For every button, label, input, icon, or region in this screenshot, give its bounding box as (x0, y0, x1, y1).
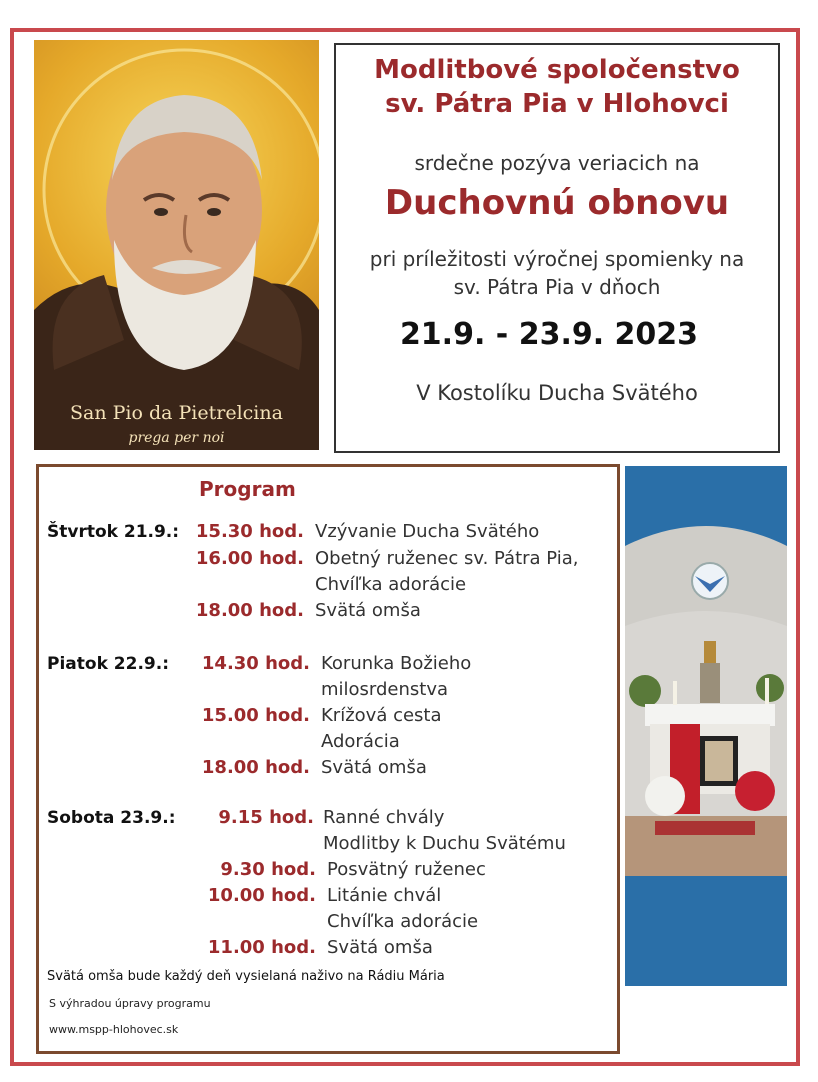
portrait-caption-name: San Pio da Pietrelcina (70, 402, 283, 424)
occasion-line1: pri príležitosti výročnej spomienky na (369, 247, 745, 271)
time: 14.30 hod. (201, 653, 310, 674)
organization-name-line1: Modlitbové spoločenstvo (374, 55, 740, 85)
time: 11.00 hod. (207, 937, 316, 958)
disclaimer: S výhradou úpravy programu (49, 997, 211, 1010)
activity: Vzývanie Ducha Svätého (315, 521, 540, 542)
event-dates: 21.9. - 23.9. 2023 (399, 317, 699, 352)
activity: Korunka Božieho (321, 653, 472, 674)
activity: Krížová cesta (321, 705, 442, 726)
church-photo-drawing (625, 466, 787, 986)
activity: Modlitby k Duchu Svätému (323, 833, 566, 854)
day-label-friday: Piatok 22.9.: (47, 654, 169, 674)
invitation-text: srdečne pozýva veriacich na (414, 151, 700, 175)
activity: Svätá omša (315, 600, 421, 621)
portrait-drawing (34, 40, 319, 450)
portrait-caption-prayer: prega per noi (128, 430, 225, 446)
event-title: Duchovnú obnovu (384, 183, 730, 223)
event-venue: V Kostolíku Ducha Svätého (416, 381, 698, 405)
activity: Ranné chvály (323, 807, 445, 828)
time: 16.00 hod. (195, 548, 304, 569)
day-label-thursday: Štvrtok 21.9.: (47, 522, 180, 542)
time: 15.30 hod. (195, 521, 304, 542)
activity: Obetný ruženec sv. Pátra Pia, (315, 548, 579, 569)
website-link[interactable]: www.mspp-hlohovec.sk (49, 1023, 179, 1036)
activity: Svätá omša (321, 757, 427, 778)
invitation-box (334, 43, 780, 453)
activity: Litánie chvál (327, 885, 442, 906)
organization-name-line2: sv. Pátra Pia v Hlohovci (385, 89, 729, 119)
activity: Chvíľka adorácie (327, 911, 479, 932)
activity: Chvíľka adorácie (315, 574, 467, 595)
time: 9.15 hod. (218, 807, 314, 828)
broadcast-note: Svätá omša bude každý deň vysielaná naživo na Rádiu Mária (47, 969, 445, 984)
activity: milosrdenstva (321, 679, 449, 700)
church-interior-photo (625, 466, 787, 986)
program-title: Program (199, 477, 296, 501)
portrait-image (34, 40, 319, 450)
occasion-line2: sv. Pátra Pia v dňoch (453, 275, 661, 299)
time: 9.30 hod. (220, 859, 316, 880)
program-box (36, 464, 620, 1054)
time: 15.00 hod. (201, 705, 310, 726)
day-label-saturday: Sobota 23.9.: (47, 808, 176, 828)
time: 18.00 hod. (195, 600, 304, 621)
time: 10.00 hod. (207, 885, 316, 906)
activity: Svätá omša (327, 937, 433, 958)
activity: Adorácia (321, 731, 400, 752)
time: 18.00 hod. (201, 757, 310, 778)
activity: Posvätný ruženec (327, 859, 486, 880)
